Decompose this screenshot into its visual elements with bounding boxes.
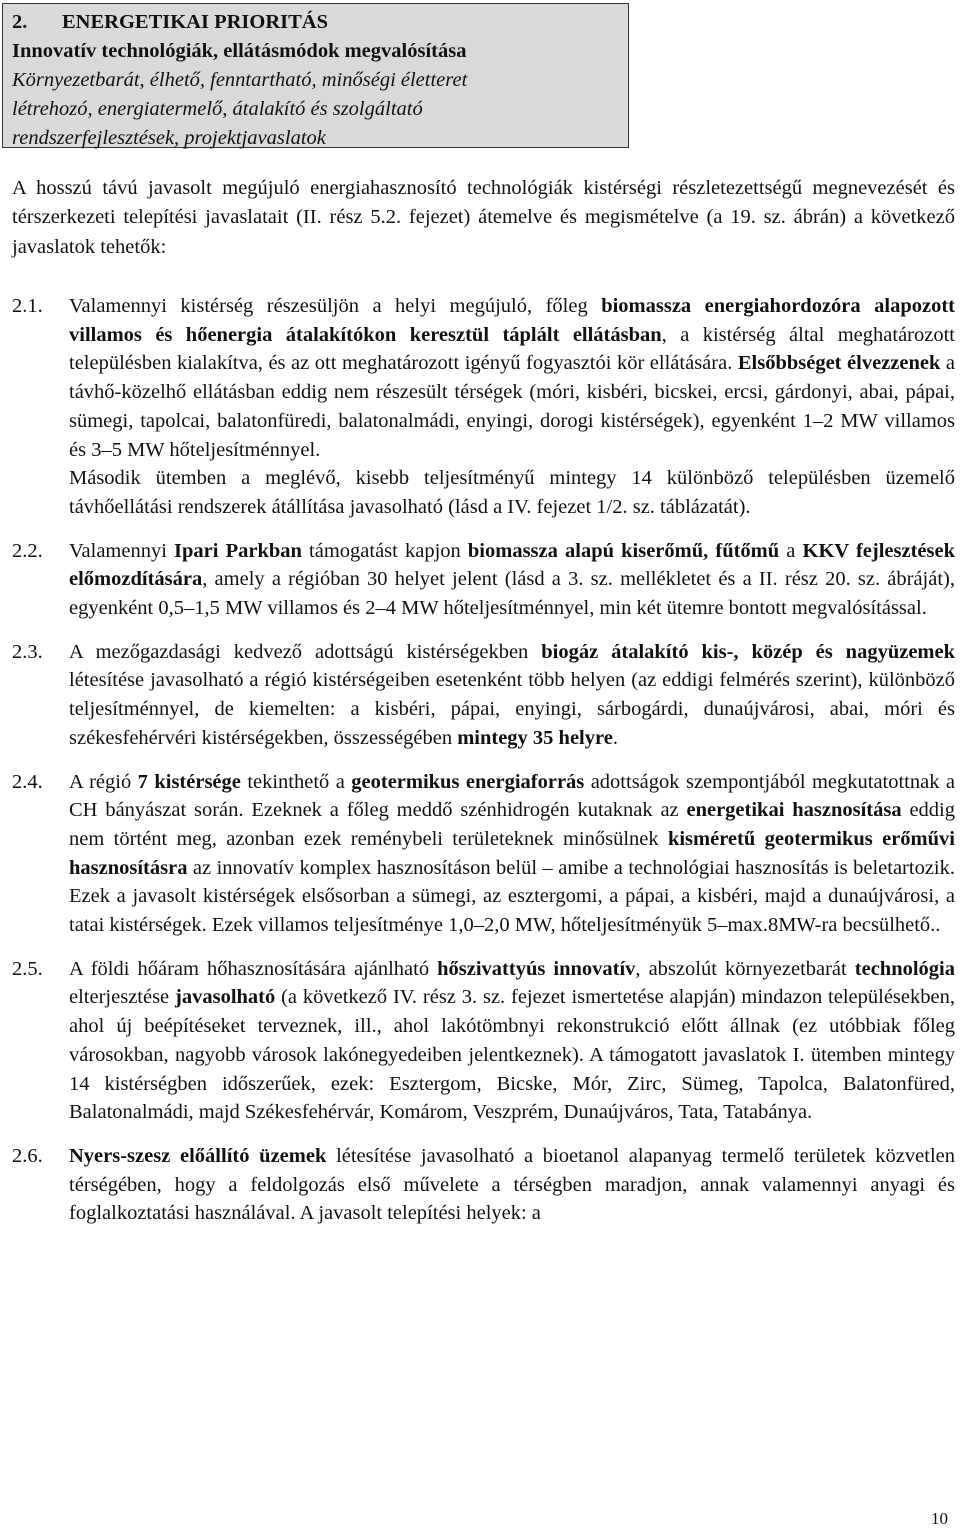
proposal-text [69,1142,955,1228]
bold-text-run: biogáz átalakító kis-, közép és nagyüzemek [541,640,955,663]
text-run: az innovatív komplex hasznosításon belül – amibe a technológiai hasznosítás is beletartozik. Ezek a javasolt kistérségek elsősorban a sümegi, az esztergomi, a pápai, a kisbéri, majd a dunaújvárosi, a tatai kistérségek. Ezek villamos teljesítménye 1,0–2,0 MW, hőteljesítményük 5–max.8MW-ra becsülhető.. [69,856,955,937]
proposal-item [12,638,955,753]
bold-text-run: biomassza alapú kiserőmű, fűtőmű [467,539,780,562]
proposal-item [12,292,955,522]
text-run: támogatást kapjon [301,539,468,562]
text-run: a távhő-közelhő ellátásban eddig nem részesült térségek (móri, kisbéri, bicskei, ercsi, gárdonyi, abai, pápai, sümegi, tapolcai, balatonfüredi, balatonalmádi, enyingi, dorogi kistérségek), egyenként 1–2 MW villamos és 3–5 MW hőteljesítménnyel. [69,352,955,461]
section-description-line: rendszerfejlesztések, projektjavaslatok [12,127,326,149]
text-run: , amely a régióban 30 helyet jelent (lásd a 3. sz. mellékletet és a II. rész 20. sz. ábráját), egyenként 0,5–1,5 MW villamos és 2–4 MW hőteljesítménnyel, min két ütemre bontott megvalósítással. [69,568,955,620]
section-heading [12,8,619,37]
proposal-number: 2.4. [12,770,43,793]
bold-text-run: hőszivattyús innovatív [437,957,636,980]
text-run: A régió [69,770,138,793]
proposal-paragraph [69,638,955,753]
section-header-box [2,3,629,148]
text-run: A földi hőáram hőhasznosítására ajánlható [69,957,438,980]
text-run: eddig nem történt meg, azonban ezek reménybeli területeknek minősülnek [69,799,955,850]
proposal-number: 2.5. [12,957,43,980]
bold-text-run: kisméretű geotermikus erőművi hasznosításra [69,827,955,879]
page-number: 10 [931,1509,948,1528]
proposal-list [12,292,955,1228]
proposal-paragraph [69,537,955,623]
proposal-text [69,638,955,753]
proposal-paragraph [69,955,955,1127]
text-run: . [612,726,618,749]
bold-text-run: javasolható [175,986,276,1009]
bold-text-run: KKV fejlesztések előmozdítására [69,539,956,591]
text-run: létesítése javasolható a régió kistérségeiben esetenként több helyen (az eddigi felmérés szerint), különböző teljesítménnyel, de kiemelten: a kisbéri, pápai, enyingi, sárbogárdi, dunaújvárosi, abai, móri és székesfehérvéri kistérségekben, összességében [69,669,955,749]
section-description-line: létrehozó, energiatermelő, átalakító és szolgáltató [12,98,423,120]
proposal-text [69,292,955,522]
bold-text-run: Nyers-szesz előállító üzemek [69,1144,327,1167]
text-run: adottságok szempontjából megkutatottnak a CH bányászat során. Ezeknek a főleg meddő szénhidrogén kutaknak az [69,770,956,822]
section-title: ENERGETIKAI PRIORITÁS [62,11,328,33]
bold-text-run: 7 kistérsége [137,770,241,793]
proposal-text [69,537,955,623]
text-run: Valamennyi kistérség részesüljön a helyi megújuló, főleg [69,295,602,317]
text-run: tekinthető a [240,770,352,793]
text-run: a [779,539,803,562]
intro-paragraph: A hosszú távú javasolt megújuló energiahasznosító technológiák kistérségi részletezettségű megnevezését és térszerkezeti telepítési javaslatait (II. rész 5.2. fejezet) átemelve és megismételve (a 19. sz. ábrán) a következő javaslatok tehetők: [12,177,955,258]
text-run: , a kistérség által meghatározott településben kialakítva, és az ott meghatározott igényű fogyasztói kör ellátására. [69,323,955,375]
section-description-line: Környezetbarát, élhető, fenntartható, minőségi életteret [12,69,468,91]
bold-text-run: geotermikus energiaforrás [351,770,585,793]
proposal-paragraph [69,292,955,464]
proposal-number: 2.2. [12,539,43,562]
section-number: 2. [12,11,28,33]
section-subtitle: Innovatív technológiák, ellátásmódok megvalósítása [12,40,467,62]
text-run: elterjesztése [69,986,176,1009]
proposal-number: 2.1. [12,295,43,317]
bold-text-run: biomassza energiahordozóra alapozott villamos és hőenergia átalakítókon keresztül táplált ellátásban [69,295,955,346]
proposal-number: 2.3. [12,640,43,663]
text-run: (a következő IV. rész 3. sz. fejezet ismertetése alapján) mindazon településekben, ahol új beépítéseket terveznek, ill., ahol lakótömbnyi rekonstrukció előtt állnak (ez utóbbiak főleg városokban, nagyobb városok lakónegyedeiben jelentkeznek). A támogatott javaslatok I. ütemben mintegy 14 kistérségben időszerűek, ezek: Esztergom, Bicske, Mór, Zirc, Sümeg, Tapolca, Balatonfüred, Balatonalmádi, majd Székesfehérvár, Komárom, Veszprém, Dunaújváros, Tata, Tatabánya. [69,986,955,1124]
proposal-text [69,955,955,1127]
text-run: Második ütemben a meglévő, kisebb teljesítményű mintegy 14 különböző településben üzemelő távhőellátási rendszerek átállítása javasolható (lásd a IV. fejezet 1/2. sz. táblázatát). [69,467,955,518]
text-run: Valamennyi [69,539,175,562]
proposal-item [12,768,955,940]
bold-text-run: Elsőbbséget élvezzenek [737,352,941,375]
proposal-number: 2.6. [12,1144,43,1167]
bold-text-run: energetikai hasznosítása [686,799,902,822]
bold-text-run: Ipari Parkban [174,539,302,562]
bold-text-run: technológia [854,957,955,980]
proposal-item [12,1142,955,1228]
bold-text-run: mintegy 35 helyre [457,726,613,749]
proposal-paragraph [69,768,955,940]
text-run: , abszolút környezetbarát [635,957,855,980]
proposal-paragraph [69,1142,955,1228]
text-run: létesítése javasolható a bioetanol alapanyag termelő területek közvetlen térségében, hogy a feldolgozás első művelete a térségben maradjon, annak valamennyi anyagi és foglalkoztatási használával. A javasolt telepítési helyek: a [69,1144,955,1225]
proposal-paragraph [69,464,955,521]
proposal-text [69,768,955,940]
proposal-item [12,537,955,623]
text-run: A mezőgazdasági kedvező adottságú kistérségekben [69,640,542,663]
proposal-item [12,955,955,1127]
